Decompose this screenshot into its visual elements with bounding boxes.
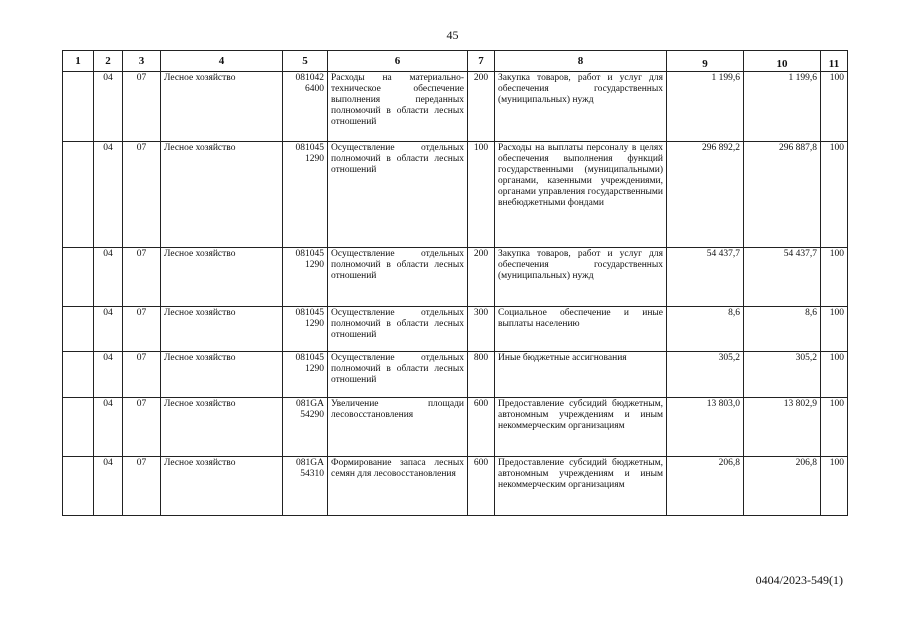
target-desc-cell: Осуществление отдельных полномочий в области лесных отношений	[328, 307, 468, 352]
target-desc-cell: Формирование запаса лесных семян для лесовосстановления	[328, 457, 468, 516]
plan-cell: 1 199,6	[667, 72, 744, 142]
header-cell: 9	[667, 51, 744, 72]
pct-cell: 100	[821, 248, 848, 307]
subsection-cell: 07	[123, 142, 161, 248]
pct-cell: 100	[821, 398, 848, 457]
subsection-cell: 07	[123, 352, 161, 398]
table-row	[63, 457, 848, 516]
plan-cell: 296 892,2	[667, 142, 744, 248]
header-cell: 2	[94, 51, 123, 72]
col1-cell	[63, 457, 94, 516]
subsection-cell: 07	[123, 457, 161, 516]
expense-desc-cell: Закупка товаров, работ и услуг для обеспечения государственных (муниципальных) нужд	[495, 72, 667, 142]
expense-type-cell: 600	[468, 457, 495, 516]
section-cell: 04	[94, 307, 123, 352]
header-cell: 6	[328, 51, 468, 72]
table-row	[63, 398, 848, 457]
pct-cell: 100	[821, 72, 848, 142]
plan-cell: 305,2	[667, 352, 744, 398]
fact-cell: 1 199,6	[744, 72, 821, 142]
table-row	[63, 142, 848, 248]
header-cell: 7	[468, 51, 495, 72]
col1-cell	[63, 398, 94, 457]
expense-type-cell: 800	[468, 352, 495, 398]
section-cell: 04	[94, 248, 123, 307]
table-row	[63, 352, 848, 398]
header-cell: 3	[123, 51, 161, 72]
name-cell: Лесное хозяйство	[161, 352, 283, 398]
expense-desc-cell: Расходы на выплаты персоналу в целях обеспечения выполнения функций государственными (муниципальными) органами, казенными учреждениями, органами управления государственными внебюджетными фондами	[495, 142, 667, 248]
name-cell: Лесное хозяйство	[161, 142, 283, 248]
fact-cell: 8,6	[744, 307, 821, 352]
header-cell: 5	[283, 51, 328, 72]
col1-cell	[63, 352, 94, 398]
fact-cell: 305,2	[744, 352, 821, 398]
target-code-cell: 081GA 54290	[283, 398, 328, 457]
expense-desc-cell: Предоставление субсидий бюджетным, автономным учреждениям и иным некоммерческим организациям	[495, 398, 667, 457]
expense-type-cell: 200	[468, 248, 495, 307]
table-row	[63, 248, 848, 307]
expense-type-cell: 300	[468, 307, 495, 352]
budget-table	[62, 50, 848, 516]
target-desc-cell: Расходы на материально-техническое обеспечение выполнения переданных полномочий в области лесных отношений	[328, 72, 468, 142]
name-cell: Лесное хозяйство	[161, 72, 283, 142]
target-code-cell: 081045 1290	[283, 142, 328, 248]
pct-cell: 100	[821, 457, 848, 516]
subsection-cell: 07	[123, 72, 161, 142]
subsection-cell: 07	[123, 307, 161, 352]
expense-desc-cell: Иные бюджетные ассигнования	[495, 352, 667, 398]
col1-cell	[63, 142, 94, 248]
page-number: 45	[446, 28, 459, 42]
pct-cell: 100	[821, 307, 848, 352]
header-row	[63, 51, 848, 72]
expense-type-cell: 200	[468, 72, 495, 142]
expense-desc-cell: Социальное обеспечение и иные выплаты населению	[495, 307, 667, 352]
target-code-cell: 081045 1290	[283, 352, 328, 398]
expense-desc-cell: Закупка товаров, работ и услуг для обеспечения государственных (муниципальных) нужд	[495, 248, 667, 307]
header-cell: 1	[63, 51, 94, 72]
section-cell: 04	[94, 142, 123, 248]
target-code-cell: 081042 6400	[283, 72, 328, 142]
expense-desc-cell: Предоставление субсидий бюджетным, автономным учреждениям и иным некоммерческим организациям	[495, 457, 667, 516]
fact-cell: 296 887,8	[744, 142, 821, 248]
col1-cell	[63, 307, 94, 352]
pct-cell: 100	[821, 142, 848, 248]
plan-cell: 206,8	[667, 457, 744, 516]
name-cell: Лесное хозяйство	[161, 398, 283, 457]
plan-cell: 54 437,7	[667, 248, 744, 307]
name-cell: Лесное хозяйство	[161, 248, 283, 307]
plan-cell: 8,6	[667, 307, 744, 352]
target-code-cell: 081045 1290	[283, 248, 328, 307]
target-desc-cell: Осуществление отдельных полномочий в области лесных отношений	[328, 142, 468, 248]
table-row	[63, 307, 848, 352]
name-cell: Лесное хозяйство	[161, 307, 283, 352]
header-cell: 4	[161, 51, 283, 72]
subsection-cell: 07	[123, 248, 161, 307]
expense-type-cell: 100	[468, 142, 495, 248]
pct-cell: 100	[821, 352, 848, 398]
header-cell: 11	[821, 51, 848, 72]
table-row	[63, 72, 848, 142]
target-code-cell: 081GA 54310	[283, 457, 328, 516]
header-cell: 10	[744, 51, 821, 72]
target-desc-cell: Осуществление отдельных полномочий в области лесных отношений	[328, 352, 468, 398]
section-cell: 04	[94, 72, 123, 142]
name-cell: Лесное хозяйство	[161, 457, 283, 516]
header-cell: 8	[495, 51, 667, 72]
document-code: 0404/2023-549(1)	[755, 573, 843, 587]
plan-cell: 13 803,0	[667, 398, 744, 457]
target-code-cell: 081045 1290	[283, 307, 328, 352]
col1-cell	[63, 248, 94, 307]
subsection-cell: 07	[123, 398, 161, 457]
expense-type-cell: 600	[468, 398, 495, 457]
section-cell: 04	[94, 457, 123, 516]
fact-cell: 206,8	[744, 457, 821, 516]
section-cell: 04	[94, 352, 123, 398]
target-desc-cell: Увеличение площади лесовосстановления	[328, 398, 468, 457]
section-cell: 04	[94, 398, 123, 457]
target-desc-cell: Осуществление отдельных полномочий в области лесных отношений	[328, 248, 468, 307]
col1-cell	[63, 72, 94, 142]
fact-cell: 54 437,7	[744, 248, 821, 307]
fact-cell: 13 802,9	[744, 398, 821, 457]
